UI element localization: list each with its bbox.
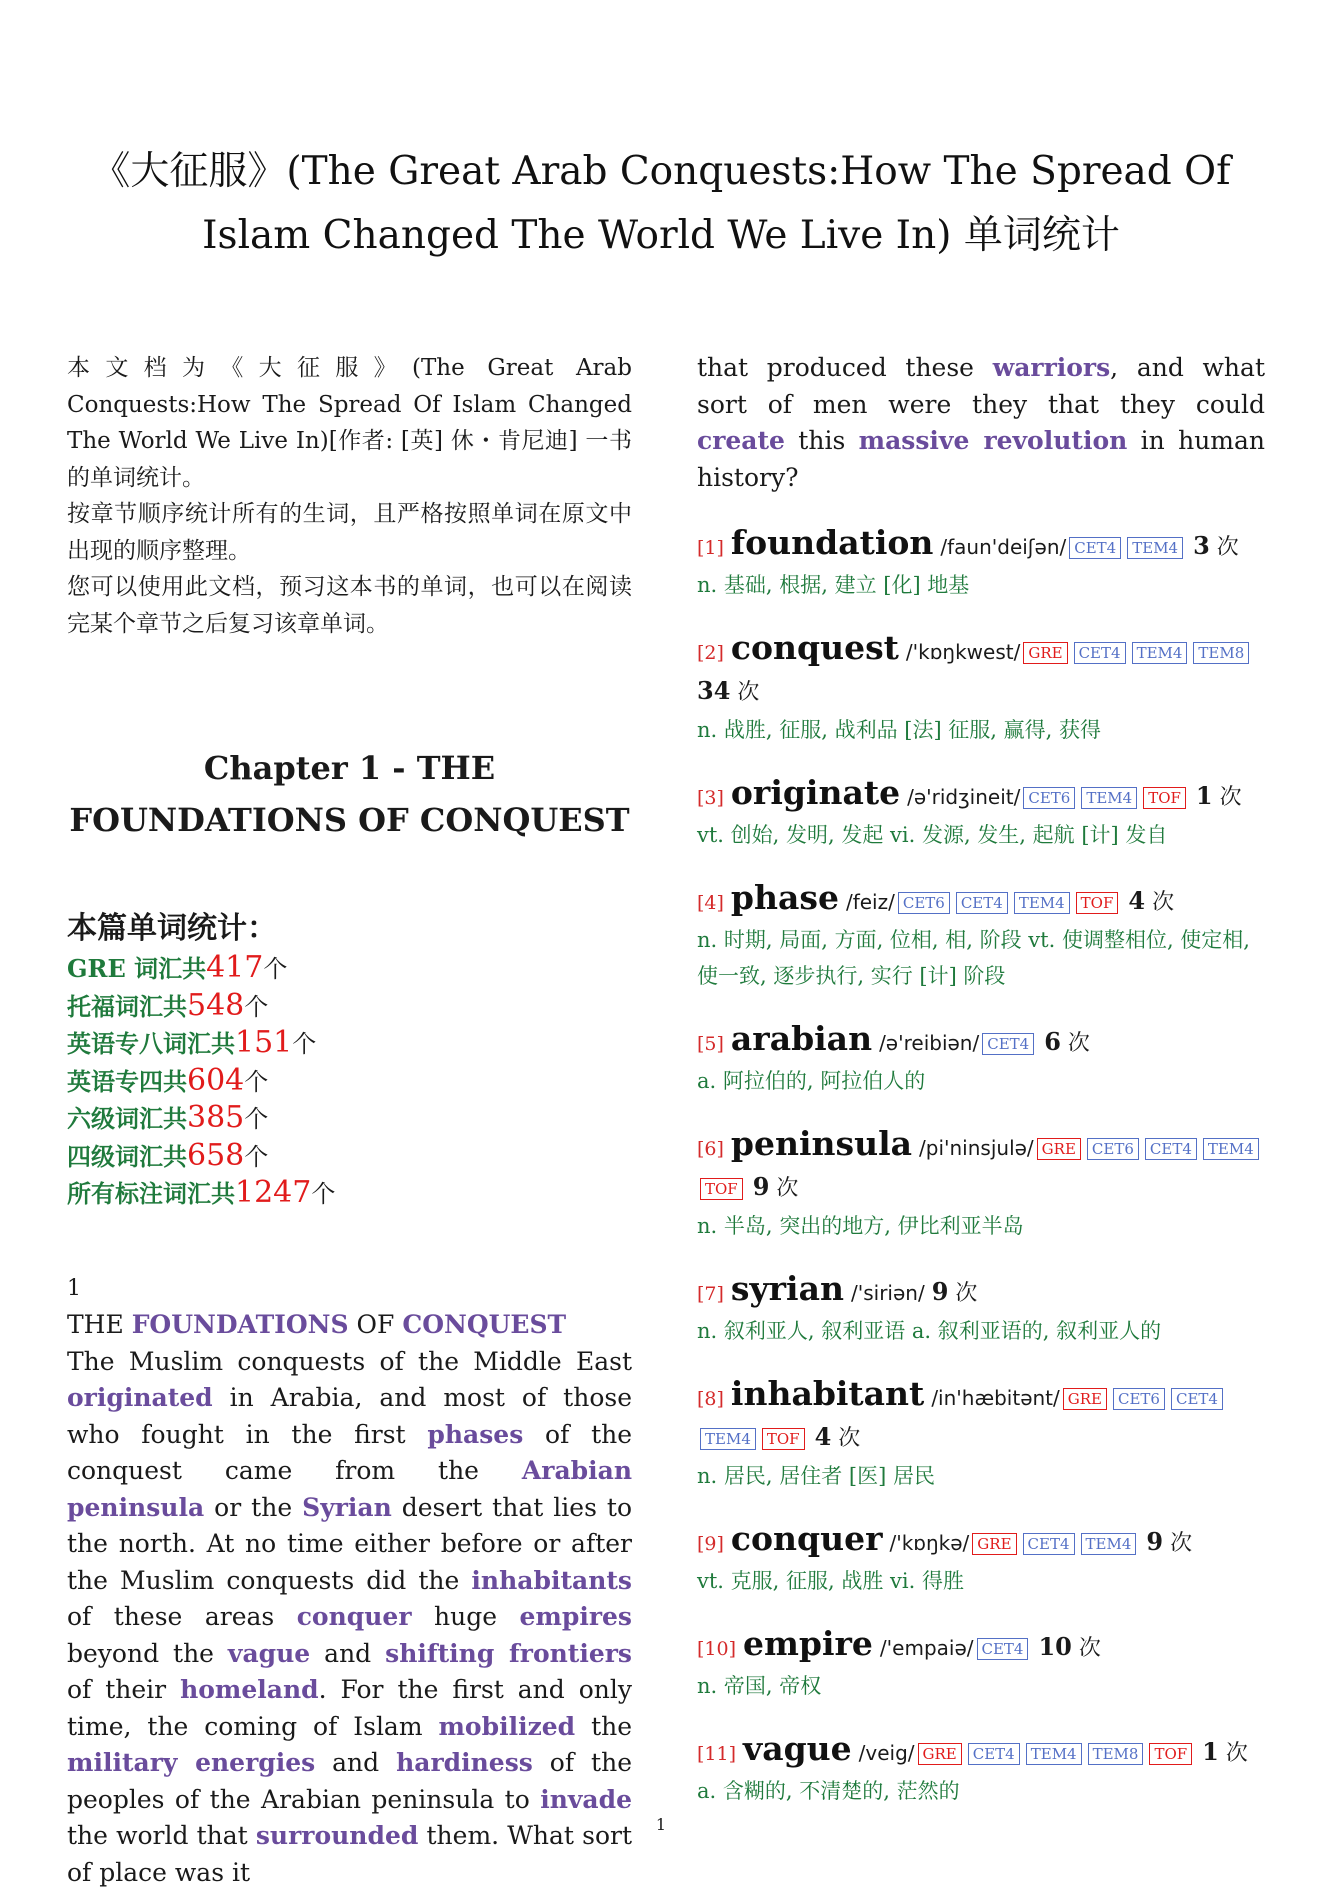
text-run: THE [67,1310,132,1339]
keyword: shifting frontiers [385,1638,633,1668]
stat-count: 658 [187,1137,245,1173]
vocab-entry [697,629,1265,748]
keyword: Arabian peninsula [67,1456,632,1522]
level-tag: TEM4 [1203,1138,1259,1160]
stat-label: 所有标注词汇共 [67,1179,235,1208]
vocab-ipa: /ə'reibiən/ [879,1031,980,1055]
vocab-word: originate [730,773,901,812]
stat-unit: 个 [244,1142,269,1171]
stats-heading: 本篇单词统计： [67,911,277,946]
level-tag: CET4 [982,1033,1034,1055]
vocab-word: conquest [730,628,899,667]
vocab-index: [4] [697,892,724,914]
level-tag: GRE [1023,642,1067,664]
vocab-entry [697,524,1265,603]
text-run: the [575,1711,633,1741]
text-run: huge [411,1602,520,1631]
keyword: surrounded [255,1821,419,1850]
keyword: Syrian [302,1492,392,1522]
level-tag: TEM4 [1081,1533,1137,1555]
stat-label: 四级词汇共 [67,1141,187,1171]
level-tag: GRE [1063,1388,1107,1410]
stat-label: 六级词汇共 [67,1104,187,1133]
keyword: conquer [296,1602,412,1631]
stat-unit: 个 [244,992,269,1021]
level-tag: CET4 [977,1638,1029,1660]
vocab-word: empire [743,1624,873,1663]
keyword: phases [427,1419,524,1449]
text-run: desert that lies to the north. At no time either before or after the Muslim conquests did the [67,1492,632,1595]
vocab-entry [697,774,1265,853]
keyword: FOUNDATIONS [131,1310,349,1339]
text-run: in human history? [697,426,1266,492]
chapter-number: 1 [67,1275,81,1301]
stats-list [67,950,632,1213]
stat-unit: 个 [244,1105,269,1133]
keyword: create [697,426,785,455]
keyword: military energies [67,1748,316,1777]
stat-count: 604 [187,1062,245,1098]
vocab-definition: a. 含糊的, 不清楚的, 茫然的 [697,1779,960,1803]
vocab-definition: n. 叙利亚人, 叙利亚语 a. 叙利亚语的, 叙利亚人的 [697,1319,1162,1343]
level-tag: TEM4 [1081,787,1137,809]
vocab-ipa: /'kɒŋkə/ [889,1531,970,1555]
vocab-count: 1 [1202,1737,1219,1766]
vocab-index: [2] [697,642,724,664]
text-run: this [784,426,859,455]
vocab-count-unit: 次 [776,1176,799,1201]
stat-count: 1247 [235,1175,312,1210]
stat-unit: 个 [311,1180,336,1208]
vocab-count-unit: 次 [1170,1531,1193,1556]
level-tag: GRE [1037,1138,1081,1160]
vocab-definition: vt. 克服, 征服, 战胜 vi. 得胜 [697,1569,964,1593]
vocab-definition: n. 半岛, 突出的地方, 伊比利亚半岛 [697,1214,1024,1238]
stat-label: GRE 词汇共 [67,954,207,983]
keyword: hardiness [396,1748,533,1777]
level-tag: CET6 [898,892,950,914]
vocab-entry [697,1125,1265,1244]
stat-unit: 个 [263,955,288,983]
vocab-word: foundation [730,523,934,562]
vocab-word: conquer [730,1519,883,1558]
keyword: mobilized [438,1711,576,1741]
text-run: of their [67,1675,181,1704]
level-tag: CET6 [1087,1138,1139,1160]
text-run: that produced these [697,353,993,382]
vocab-definition: n. 帝国, 帝权 [697,1674,822,1698]
vocab-ipa: /'kɒŋkwest/ [905,640,1021,664]
text-run: beyond the [67,1638,228,1668]
vocab-definition: vt. 创始, 发明, 发起 vi. 发源, 发生, 起航 [计] 发自 [697,823,1168,847]
vocab-count: 34 [697,676,731,705]
vocab-count-unit: 次 [1067,1031,1090,1056]
text-run: of the conquest came from the [67,1419,633,1485]
vocab-headline [697,1270,1265,1313]
vocab-entry [697,1730,1265,1809]
vocab-headline [697,1020,1265,1063]
right-column [697,350,1265,1809]
intro-paragraph: 按章节顺序统计所有的生词，且严格按照单词在原文中出现的顺序整理。 [67,501,632,564]
level-tag: CET4 [1074,642,1126,664]
level-tag: TEM4 [1127,537,1183,559]
vocab-count: 9 [931,1277,949,1306]
vocab-headline [697,629,1265,712]
vocab-ipa: /veig/ [858,1741,915,1765]
vocab-index: [6] [697,1138,724,1160]
level-tag: TOF [700,1178,743,1200]
vocab-headline [697,1125,1265,1208]
vocab-entry [697,1375,1265,1494]
level-tag: CET4 [1023,1533,1075,1555]
level-tag: CET4 [968,1743,1020,1765]
keyword: invade [540,1784,632,1814]
text-run: and [310,1638,386,1668]
vocab-index: [8] [697,1388,724,1410]
vocab-index: [5] [697,1033,724,1055]
text-run: of these areas [67,1602,297,1631]
text-run: in Arabia, and most of those who fought in the first [67,1383,632,1449]
level-tag: GRE [972,1533,1016,1555]
level-tag: TEM4 [1132,642,1188,664]
text-run: and [315,1748,397,1777]
stat-unit: 个 [292,1030,317,1058]
vocab-headline [697,774,1265,817]
keyword: warriors [992,353,1111,382]
level-tag: TEM4 [1014,892,1070,914]
vocab-entry [697,1270,1265,1349]
vocab-headline [697,1520,1265,1563]
level-tag: CET6 [1023,787,1075,809]
vocab-index: [10] [697,1638,737,1660]
vocab-entry [697,879,1265,994]
keyword: massive revolution [858,426,1128,455]
text-run: . For the first and only time, the coming of Islam [67,1675,632,1741]
vocab-count-unit: 次 [955,1281,978,1306]
vocab-headline [697,1375,1265,1458]
chapter-text-continued [697,350,1265,496]
vocab-entry [697,1520,1265,1599]
vocab-count-unit: 次 [1216,535,1239,560]
stat-row [67,1100,632,1138]
chapter-title: Chapter 1 - THE FOUNDATIONS OF CONQUEST [69,749,630,839]
level-tag: TOF [1149,1743,1192,1765]
level-tag: TOF [1143,787,1186,809]
keyword: originated [67,1383,213,1412]
vocab-count: 10 [1038,1632,1072,1661]
level-tag: TEM4 [700,1428,756,1450]
vocab-word: peninsula [730,1124,913,1163]
vocab-count-unit: 次 [1078,1636,1101,1661]
vocab-count-unit: 次 [838,1426,861,1451]
vocab-index: [11] [697,1743,737,1765]
vocab-count: 4 [814,1422,832,1451]
vocab-index: [3] [697,787,724,809]
vocab-word: syrian [730,1269,844,1308]
text-run: , and what sort of men were they that they could [697,353,1265,419]
vocab-count-unit: 次 [737,680,760,705]
keyword: inhabitants [471,1565,632,1595]
vocab-headline [697,1625,1265,1668]
stat-label: 英语专四共 [67,1066,187,1096]
vocab-count: 4 [1128,886,1146,915]
stat-label: 英语专八词汇共 [67,1029,235,1058]
stat-row [67,1175,632,1213]
stat-count: 548 [187,987,245,1023]
vocab-count-unit: 次 [1225,1741,1248,1766]
text-run: or the [204,1492,303,1522]
stat-unit: 个 [244,1067,269,1096]
stat-row [67,950,632,988]
vocab-count: 1 [1195,781,1213,810]
vocab-count: 9 [1146,1527,1164,1556]
vocab-word: phase [730,878,839,917]
vocab-entry [697,1625,1265,1704]
vocab-definition: n. 基础, 根据, 建立 [化] 地基 [697,573,970,597]
level-tag: TOF [762,1428,805,1450]
vocab-count: 9 [752,1172,770,1201]
intro-paragraph: 您可以使用此文档，预习这本书的单词，也可以在阅读完某个章节之后复习该章单词。 [67,574,632,637]
stat-row [67,988,632,1026]
left-column [67,350,632,1891]
level-tag: CET4 [1145,1138,1197,1160]
stat-label: 托福词汇共 [67,991,187,1021]
vocab-definition: n. 战胜, 征服, 战利品 [法] 征服, 赢得, 获得 [697,718,1102,742]
level-tag: CET6 [1113,1388,1165,1410]
text-run: The Muslim conquests of the Middle East [67,1346,632,1376]
vocab-count-unit: 次 [1219,785,1242,810]
text-run: the world that [67,1821,256,1850]
keyword: CONQUEST [402,1310,567,1339]
vocab-definition: a. 阿拉伯的, 阿拉伯人的 [697,1069,926,1093]
vocab-definition: n. 居民, 居住者 [医] 居民 [697,1464,935,1488]
level-tag: TEM8 [1088,1743,1144,1765]
stat-count: 151 [235,1025,293,1060]
vocab-ipa: /'siriən/ [850,1281,925,1305]
vocab-list [697,524,1265,1809]
vocab-entry [697,1020,1265,1099]
text-run: OF [348,1310,403,1339]
vocab-ipa: /'empaiə/ [879,1636,974,1660]
text-run: of the peoples of the Arabian peninsula to [67,1748,632,1814]
keyword: homeland [180,1675,319,1704]
keyword: vague [227,1638,311,1668]
vocab-word: vague [743,1729,852,1768]
stat-row [67,1063,632,1101]
vocab-index: [9] [697,1533,724,1555]
vocab-headline [697,1730,1265,1773]
chapter-text [67,1307,632,1891]
vocab-ipa: /faun'deiʃən/ [940,535,1067,559]
keyword: empires [519,1602,632,1631]
vocab-headline [697,879,1265,922]
level-tag: TEM4 [1026,1743,1082,1765]
stat-row [67,1138,632,1176]
document-title: 《大征服》(The Great Arab Conquests:How The Spread Of Islam Changed The World We Live In) 单词统计 [91,149,1231,258]
vocab-ipa: /ə'ridʒineit/ [907,785,1021,809]
stat-row [67,1025,632,1063]
vocab-count: 3 [1193,531,1210,560]
level-tag: CET4 [956,892,1008,914]
level-tag: CET4 [1171,1388,1223,1410]
text-run: them. What sort of place was it [67,1821,632,1887]
vocab-index: [1] [697,537,724,559]
level-tag: TEM8 [1193,642,1249,664]
stat-count: 385 [187,1100,245,1135]
intro-paragraph: 本文档为《大征服》(The Great Arab Conquests:How The Spread Of Islam Changed The World We Live In)[作者: [英] 休・肯尼迪] 一书的单词统计。 [67,355,632,491]
vocab-headline [697,524,1265,567]
vocab-ipa: /in'hæbitənt/ [931,1386,1060,1410]
vocab-word: arabian [730,1019,873,1058]
vocab-definition: n. 时期, 局面, 方面, 位相, 相, 阶段 vt. 使调整相位, 使定相, 使一致, 逐步执行, 实行 [计] 阶段 [697,928,1250,988]
level-tag: GRE [918,1743,962,1765]
vocab-count-unit: 次 [1152,890,1175,915]
vocab-ipa: /pi'ninsjulə/ [919,1136,1034,1160]
page-number: 1 [655,1815,667,1834]
stat-count: 417 [206,950,264,985]
intro [67,350,632,642]
level-tag: TOF [1076,892,1119,914]
vocab-count: 6 [1044,1027,1061,1056]
vocab-index: [7] [697,1283,724,1305]
level-tag: CET4 [1069,537,1121,559]
vocab-ipa: /feiz/ [845,890,895,914]
vocab-word: inhabitant [730,1374,925,1413]
